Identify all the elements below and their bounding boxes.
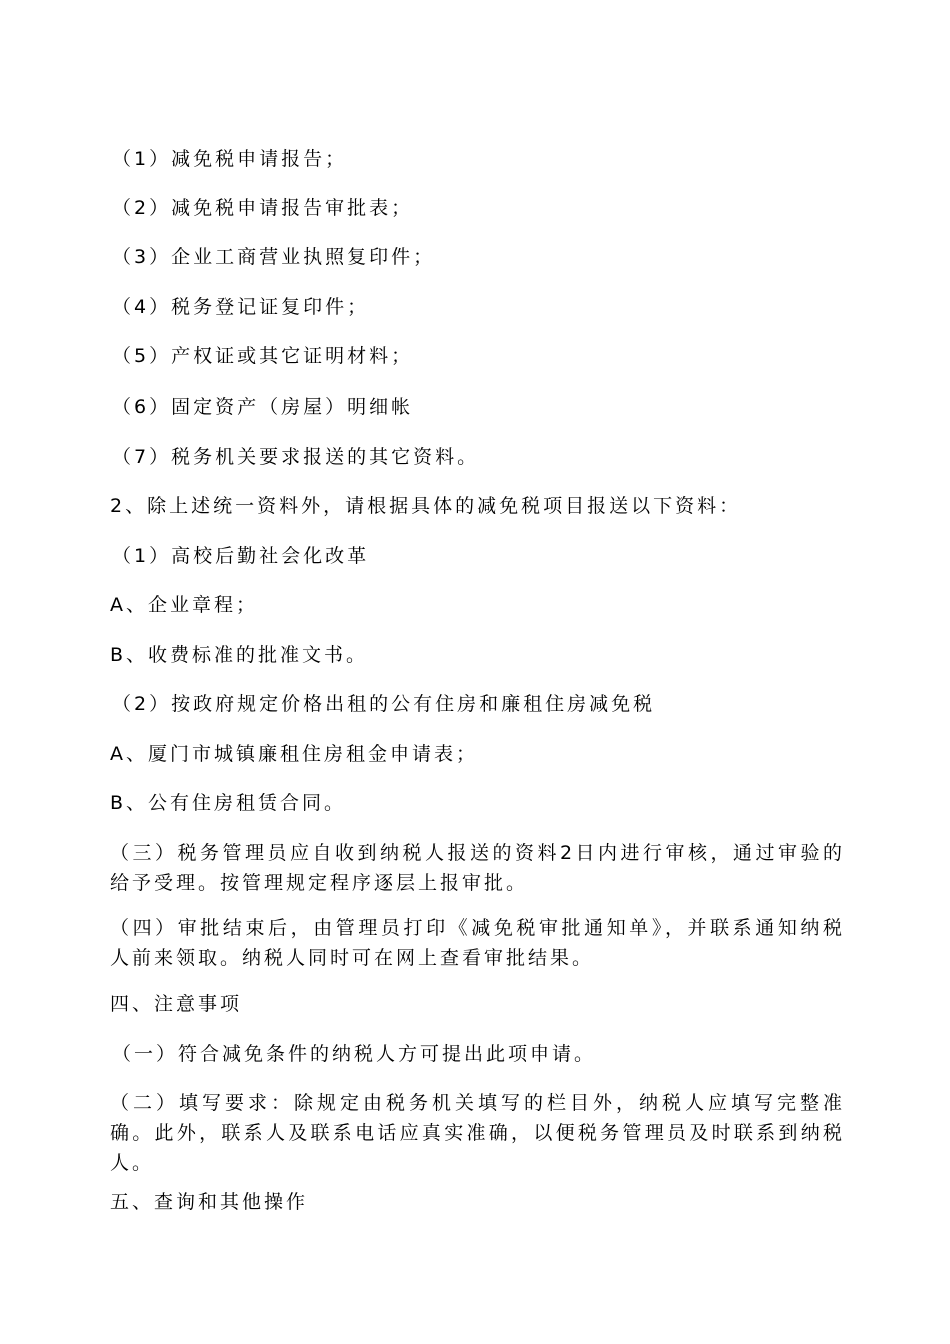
list-item: （2）按政府规定价格出租的公有住房和廉租住房减免税	[112, 693, 656, 715]
paragraph: （四）审批结束后，由管理员打印《减免税审批通知单》，并联系通知纳税人前来领取。纳税人同时可在网上查看审批结果。	[110, 917, 845, 969]
section-title: 五、查询和其他操作	[110, 1191, 309, 1213]
list-item: B、收费标准的批准文书。	[110, 644, 369, 666]
paragraph: （二）填写要求：除规定由税务机关填写的栏目外，纳税人应填写完整准确。此外，联系人及联系电话应真实准确，以便税务管理员及时联系到纳税人。	[110, 1092, 845, 1174]
list-item: （1）高校后勤社会化改革	[112, 545, 370, 567]
list-item: （6）固定资产（房屋）明细帐	[112, 396, 414, 418]
list-item: （7）税务机关要求报送的其它资料。	[112, 446, 480, 468]
list-item: （1）减免税申请报告；	[112, 148, 348, 170]
list-item: （3）企业工商营业执照复印件；	[112, 246, 436, 268]
paragraph: （三）税务管理员应自收到纳税人报送的资料2日内进行审核，通过审验的给予受理。按管理规定程序逐层上报审批。	[110, 842, 845, 894]
section-title: 四、注意事项	[110, 993, 243, 1015]
list-item: B、公有住房租赁合同。	[110, 792, 347, 814]
list-item: A、厦门市城镇廉租住房租金申请表；	[110, 743, 478, 765]
list-item: （4）税务登记证复印件；	[112, 296, 370, 318]
list-item: A、企业章程；	[110, 594, 258, 616]
list-item: （一）符合减免条件的纳税人方可提出此项申请。	[112, 1043, 597, 1065]
list-item: （5）产权证或其它证明材料；	[112, 345, 414, 367]
list-item: （2）减免税申请报告审批表；	[112, 197, 414, 219]
section-heading: 2、除上述统一资料外，请根据具体的减免税项目报送以下资料：	[110, 495, 742, 517]
